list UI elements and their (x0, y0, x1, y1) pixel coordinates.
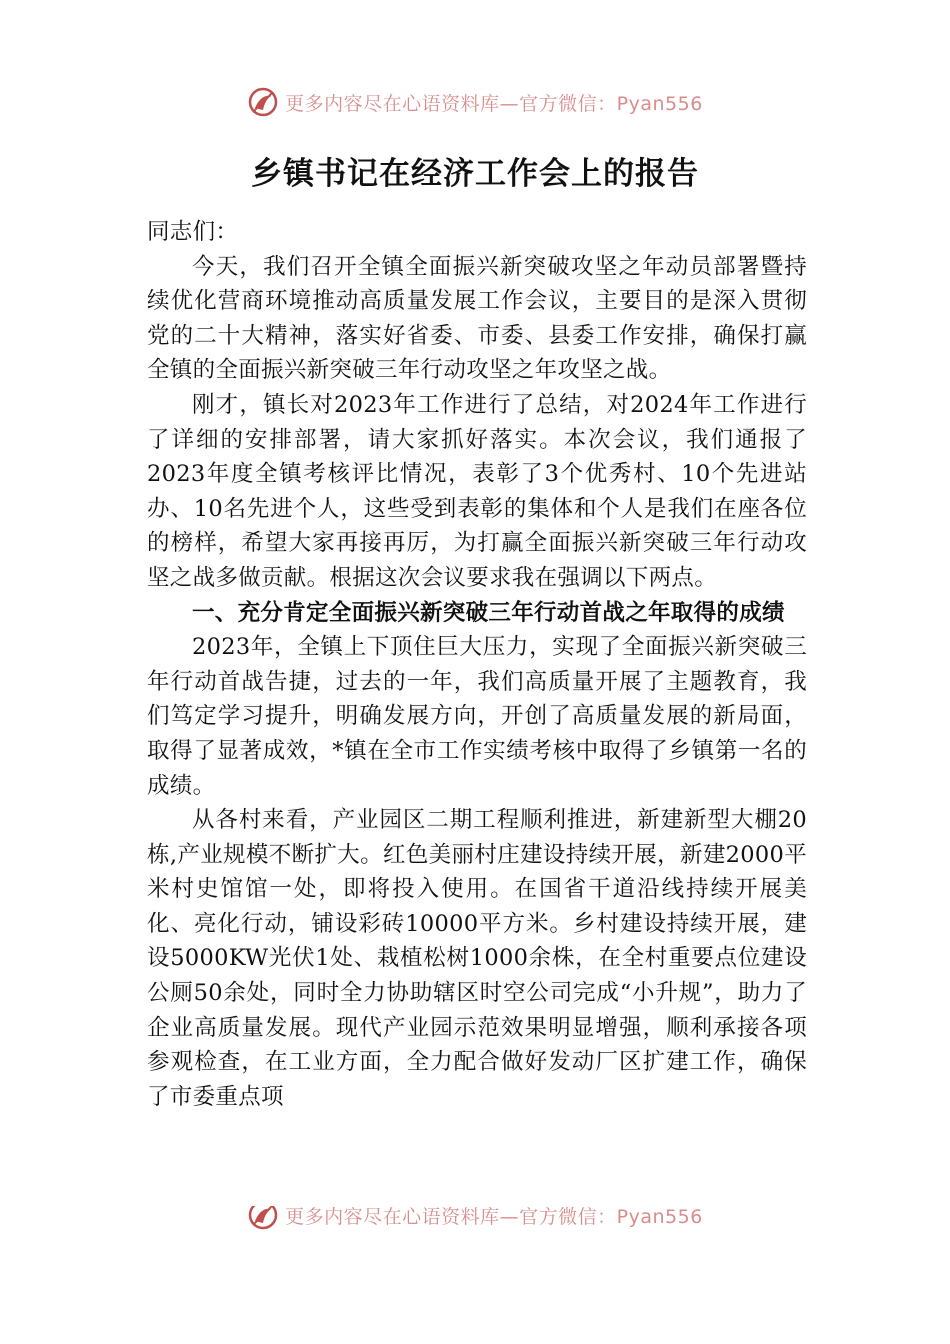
salutation: 同志们： (147, 219, 239, 245)
watermark-footer (0, 1206, 950, 1236)
paragraph: 今天，我们召开全镇全面振兴新突破攻坚之年动员部署暨持续优化营商环境推动高质量发展工作会议，主要目的是深入贯彻党的二十大精神，落实好省委、市委、县委工作安排，确保打赢全镇的全面振兴新突破三年行动攻坚之年攻坚之战。 (147, 253, 807, 384)
paragraph: 从各村来看，产业园区二期工程顺利推进，新建新型大棚20栋,产业规模不断扩大。红色美丽村庄建设持续开展，新建2000平米村史馆馆一处，即将投入使用。在国省干道沿线持续开展美化、亮化行动，铺设彩砖10000平方米。乡村建设持续开展，建设5000KW光伏1处、栽植松树1000余株，在全村重要点位建设公厕50余处，同时全力协助辖区时空公司完成“小升规”，助力了企业高质量发展。现代产业园示范效果明显增强，顺利承接各项参观检查，在工业方面，全力配合做好发动厂区扩建工作，确保了市委重点项 (147, 807, 807, 1110)
watermark-text: 更多内容尽在心语资料库—官方微信：Pyan556 (285, 92, 703, 115)
section-heading: 一、充分肯定全面振兴新突破三年行动首战之年取得的成绩 (192, 599, 785, 626)
logo-icon (247, 86, 279, 118)
document-body (147, 215, 807, 1215)
watermark-header (0, 82, 950, 122)
document-title: 乡镇书记在经济工作会上的报告 (251, 156, 699, 192)
logo-icon (247, 1206, 279, 1231)
watermark-text: 更多内容尽在心语资料库—官方微信：Pyan556 (285, 1206, 703, 1228)
paragraph: 2023年，全镇上下顶住巨大压力，实现了全面振兴新突破三年行动首战告捷，过去的一年，我们高质量开展了主题教育，我们笃定学习提升，明确发展方向，开创了高质量发展的新局面，取得了显著成效，*镇在全市工作实绩考核中取得了乡镇第一名的成绩。 (147, 634, 807, 799)
paragraph: 刚才，镇长对2023年工作进行了总结，对2024年工作进行了详细的安排部署，请大家抓好落实。本次会议，我们通报了2023年度全镇考核评比情况，表彰了3个优秀村、10个先进站办、10名先进个人，这些受到表彰的集体和个人是我们在座各位的榜样，希望大家再接再厉，为打赢全面振兴新突破三年行动攻坚之战多做贡献。根据这次会议要求我在强调以下两点。 (147, 391, 807, 591)
